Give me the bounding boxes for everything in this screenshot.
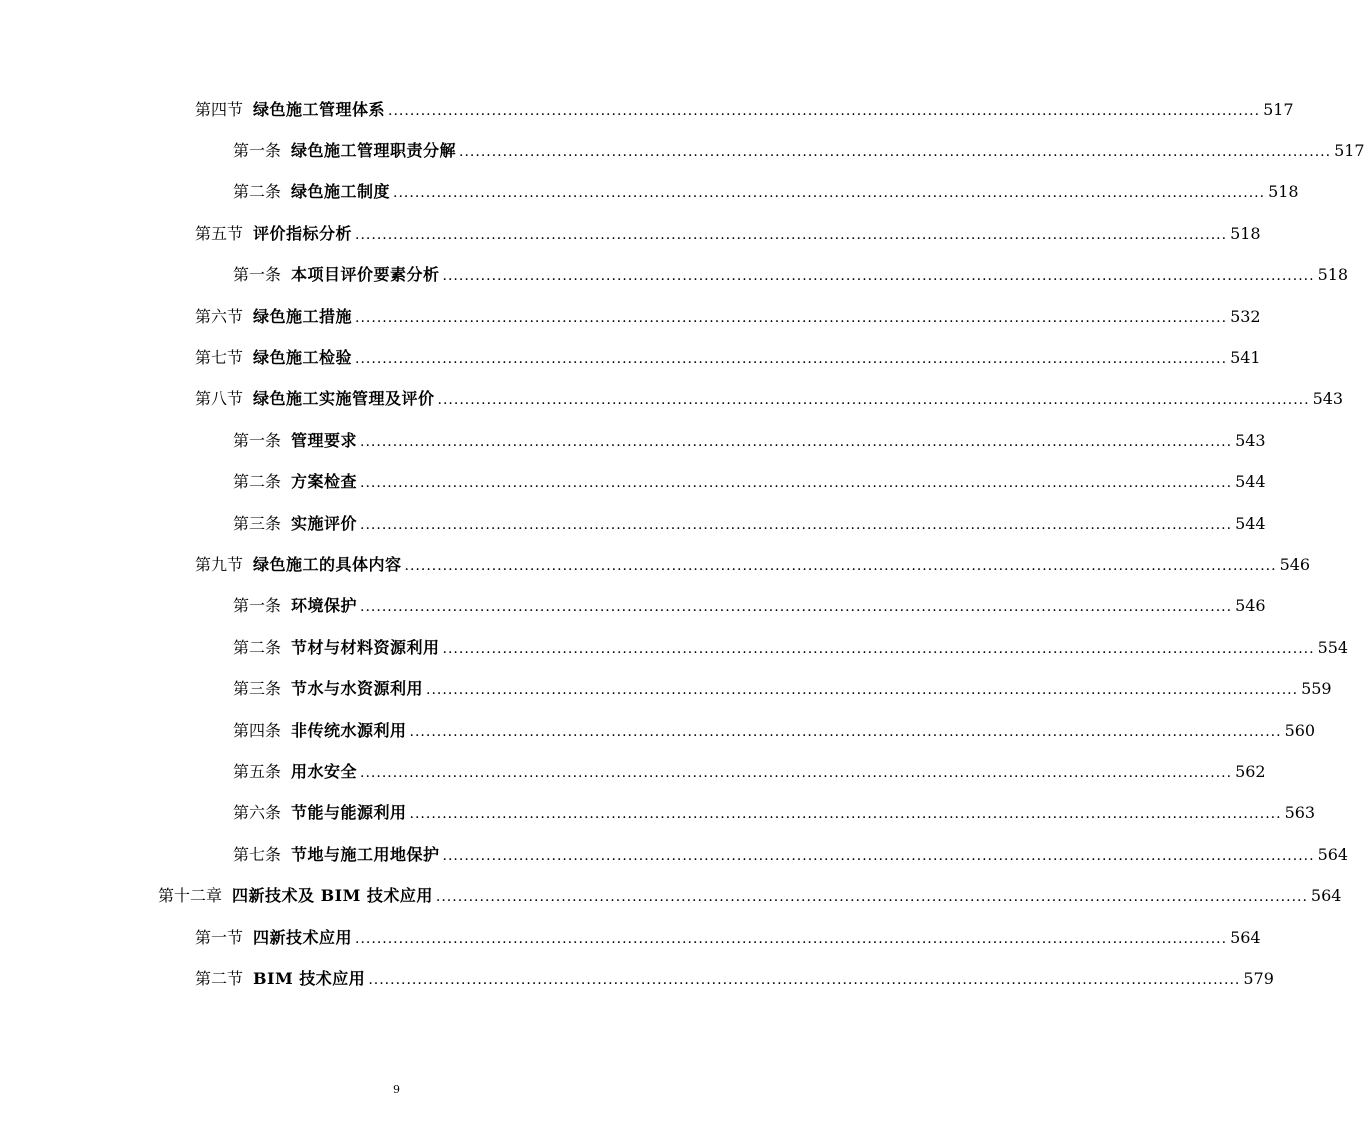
- toc-entry[interactable]: [0, 420, 1266, 461]
- toc-entry[interactable]: [0, 793, 1316, 834]
- toc-entry-title: 环境保护: [291, 596, 358, 616]
- toc-dot-leader: ................................................................................................................................................................: [442, 847, 1315, 864]
- toc-entry-title: 评价指标分析: [253, 223, 353, 243]
- toc-entry-title: 方案检查: [291, 472, 358, 492]
- toc-entry-page: 579: [1243, 968, 1274, 988]
- toc-entry-number: 第六节: [195, 306, 244, 326]
- toc-entry-number: 第一节: [195, 927, 244, 947]
- toc-entry-number: 第八节: [195, 389, 244, 409]
- toc-dot-leader: ................................................................................................................................................................: [360, 475, 1233, 492]
- toc-entry-number: 第二条: [233, 637, 282, 657]
- toc-entry[interactable]: [0, 255, 1349, 296]
- toc-entry-title: 四新技术及 BIM 技术应用: [232, 886, 433, 906]
- toc-entry-number: 第三条: [233, 513, 282, 533]
- toc-entry-page: 518: [1317, 265, 1349, 285]
- toc-entry-page: 560: [1284, 720, 1316, 740]
- toc-entry-page: 564: [1310, 886, 1342, 906]
- toc-entry-title: 节水与水资源利用: [291, 679, 424, 699]
- toc-dot-leader: ................................................................................................................................................................: [442, 268, 1315, 285]
- toc-dot-leader: ................................................................................................................................................................: [459, 144, 1332, 161]
- toc-entry-number: 第七条: [233, 844, 282, 864]
- toc-entry-title: 节地与施工用地保护: [291, 844, 440, 864]
- toc-dot-leader: ................................................................................................................................................................: [368, 971, 1241, 988]
- toc-entry-page: 563: [1284, 803, 1316, 823]
- toc-dot-leader: ................................................................................................................................................................: [409, 723, 1282, 740]
- toc-entry-title: 四新技术应用: [253, 927, 353, 947]
- toc-entry-page: 543: [1235, 430, 1266, 450]
- toc-entry-page: 546: [1279, 554, 1311, 574]
- toc-entry-number: 第二条: [233, 472, 282, 492]
- toc-entry-title: 管理要求: [291, 430, 358, 450]
- toc-dot-leader: ................................................................................................................................................................: [355, 930, 1228, 947]
- toc-entry[interactable]: [0, 586, 1266, 627]
- toc-entry-title: 用水安全: [291, 761, 358, 781]
- toc-entry[interactable]: [0, 213, 1261, 254]
- toc-entry[interactable]: [0, 917, 1261, 958]
- toc-entry[interactable]: [0, 503, 1266, 544]
- toc-entry-page: 546: [1235, 596, 1266, 616]
- toc-entry[interactable]: [0, 379, 1344, 420]
- toc-entry-page: 518: [1268, 182, 1299, 202]
- toc-dot-leader: ................................................................................................................................................................: [437, 392, 1310, 409]
- toc-entry-page: 518: [1230, 223, 1261, 243]
- toc-entry-page: 564: [1317, 844, 1349, 864]
- toc-entry-number: 第三条: [233, 679, 282, 699]
- toc-entry[interactable]: [0, 172, 1299, 213]
- toc-dot-leader: ................................................................................................................................................................: [426, 682, 1299, 699]
- toc-entry-number: 第四节: [195, 99, 244, 119]
- toc-entry-title: 本项目评价要素分析: [291, 265, 440, 285]
- toc-entry-number: 第一条: [233, 430, 282, 450]
- toc-dot-leader: ................................................................................................................................................................: [404, 557, 1277, 574]
- toc-dot-leader: ................................................................................................................................................................: [355, 309, 1228, 326]
- toc-entry[interactable]: [0, 89, 1294, 130]
- toc-entry-number: 第九节: [195, 554, 244, 574]
- toc-entry-title: 绿色施工的具体内容: [253, 554, 402, 574]
- toc-dot-leader: ................................................................................................................................................................: [409, 806, 1282, 823]
- toc-dot-leader: ................................................................................................................................................................: [435, 889, 1308, 906]
- toc-entry-number: 第四条: [233, 720, 282, 740]
- page-number: 9: [393, 1083, 400, 1096]
- toc-dot-leader: ................................................................................................................................................................: [388, 102, 1261, 119]
- toc-dot-leader: ................................................................................................................................................................: [360, 764, 1233, 781]
- toc-entry[interactable]: [0, 296, 1261, 337]
- toc-entry[interactable]: [0, 130, 1365, 171]
- toc-entry-page: 544: [1235, 472, 1266, 492]
- toc-entry-number: 第五节: [195, 223, 244, 243]
- toc-entry-number: 第七节: [195, 348, 244, 368]
- toc-entry-number: 第六条: [233, 803, 282, 823]
- toc-entry-page: 517: [1334, 141, 1365, 161]
- toc-dot-leader: ................................................................................................................................................................: [360, 599, 1233, 616]
- toc-entry-page: 562: [1235, 761, 1266, 781]
- toc-entry-number: 第十二章: [158, 886, 223, 906]
- toc-entry-number: 第一条: [233, 265, 282, 285]
- toc-entry-number: 第一条: [233, 596, 282, 616]
- toc-entry-page: 564: [1230, 927, 1261, 947]
- toc-entry-number: 第二节: [195, 968, 244, 988]
- toc-dot-leader: ................................................................................................................................................................: [393, 185, 1266, 202]
- toc-dot-leader: ................................................................................................................................................................: [360, 516, 1233, 533]
- toc-entry-page: 543: [1312, 389, 1344, 409]
- toc-entry-title: 非传统水源利用: [291, 720, 407, 740]
- toc-entry[interactable]: [0, 544, 1311, 585]
- toc-dot-leader: ................................................................................................................................................................: [355, 351, 1228, 368]
- toc-entry-title: 节材与材料资源利用: [291, 637, 440, 657]
- toc-entry-number: 第五条: [233, 761, 282, 781]
- toc-entry[interactable]: [0, 627, 1349, 668]
- toc-entry-number: 第二条: [233, 182, 282, 202]
- toc-entry-title: 绿色施工管理体系: [253, 99, 386, 119]
- toc-entry-page: 559: [1301, 679, 1332, 699]
- toc-dot-leader: ................................................................................................................................................................: [360, 433, 1233, 450]
- toc-entry[interactable]: [0, 834, 1349, 875]
- toc-entry-page: 532: [1230, 306, 1261, 326]
- toc-entry-number: 第一条: [233, 141, 282, 161]
- toc-entry-title: BIM 技术应用: [253, 968, 366, 988]
- toc-entry-title: 绿色施工管理职责分解: [291, 141, 457, 161]
- toc-entry[interactable]: [0, 751, 1266, 792]
- toc-entry-title: 绿色施工措施: [253, 306, 353, 326]
- toc-entry-title: 节能与能源利用: [291, 803, 407, 823]
- toc-entry[interactable]: [0, 668, 1332, 709]
- toc-entry-page: 517: [1263, 99, 1294, 119]
- toc-entry-page: 554: [1317, 637, 1349, 657]
- toc-entry-page: 544: [1235, 513, 1266, 533]
- toc-entry[interactable]: [0, 875, 1342, 916]
- toc-entry-title: 绿色施工制度: [291, 182, 391, 202]
- toc-entry[interactable]: [0, 958, 1274, 999]
- toc-entry-title: 绿色施工实施管理及评价: [253, 389, 435, 409]
- table-of-contents: [0, 89, 1365, 1000]
- toc-entry[interactable]: [0, 710, 1316, 751]
- toc-entry-title: 绿色施工检验: [253, 348, 353, 368]
- toc-entry[interactable]: [0, 462, 1266, 503]
- toc-entry-title: 实施评价: [291, 513, 358, 533]
- toc-entry[interactable]: [0, 337, 1261, 378]
- toc-entry-page: 541: [1230, 348, 1261, 368]
- toc-dot-leader: ................................................................................................................................................................: [355, 226, 1228, 243]
- toc-dot-leader: ................................................................................................................................................................: [442, 640, 1315, 657]
